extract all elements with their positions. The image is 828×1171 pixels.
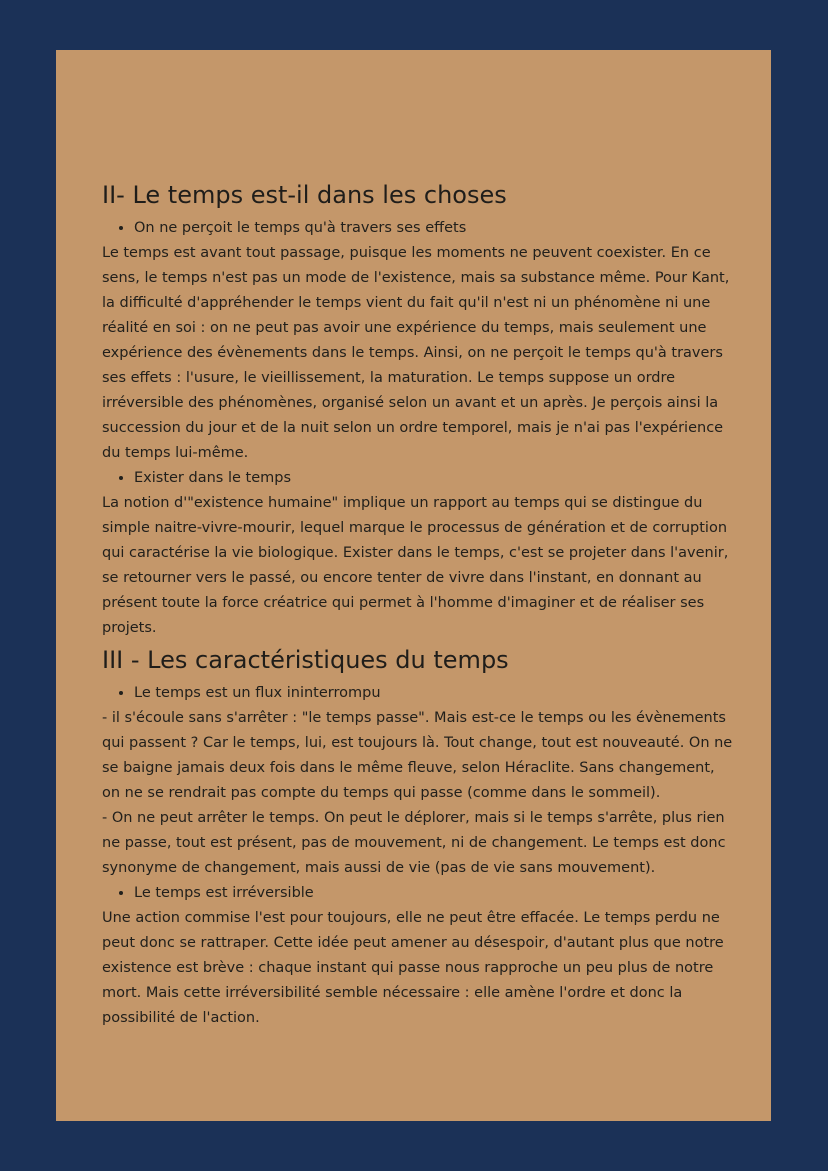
bullet-list xyxy=(102,466,733,491)
bullet-item: • Le temps est un flux ininterrompu xyxy=(134,681,733,706)
section-heading-2: II- Le temps est-il dans les choses xyxy=(102,181,507,209)
bullet-list xyxy=(102,681,733,706)
body-paragraph: Une action commise l'est pour toujours, elle ne peut être effacée. Le temps perdu ne peut donc se rattraper. Cette idée peut amener au désespoir, d'autant plus que notre existence est brève : chaque instant qui passe nous rapproche un peu plus de notre mort. Mais cette irréversibilité semble nécessaire : elle amène l'ordre et donc la possibilité de l'action. xyxy=(102,910,724,1026)
section-heading-3: III - Les caractéristiques du temps xyxy=(102,646,509,674)
body-paragraph: La notion d'"existence humaine" implique un rapport au temps qui se distingue du simple naitre-vivre-mourir, lequel marque le processus de génération et de corruption qui caractérise la vie biologique. Exister dans le temps, c'est se projeter dans l'avenir, se retourner vers le passé, ou encore tenter de vivre dans l'instant, en donnant au présent toute la force créatrice qui permet à l'homme d'imaginer et de réaliser ses projets. xyxy=(102,495,729,636)
document-page xyxy=(56,50,771,1121)
bullet-list xyxy=(102,216,733,241)
body-paragraph: Le temps est avant tout passage, puisque les moments ne peuvent coexister. En ce sens, le temps n'est pas un mode de l'existence, mais sa substance même. Pour Kant, la difficulté d'appréhender le temps vient du fait qu'il n'est ni un phénomène ni une réalité en soi : on ne peut pas avoir une expérience du temps, mais seulement une expérience des évènements dans le temps. Ainsi, on ne perçoit le temps qu'à travers ses effets : l'usure, le vieillissement, la maturation. Le temps suppose un ordre irréversible des phénomènes, organisé selon un avant et un après. Je perçois ainsi la succession du jour et de la nuit selon un ordre temporel, mais je n'ai pas l'expérience du temps lui-même. xyxy=(102,245,730,461)
body-paragraph: - il s'écoule sans s'arrêter : "le temps passe". Mais est-ce le temps ou les évènements qui passent ? Car le temps, lui, est toujours là. Tout change, tout est nouveauté. On ne se baigne jamais deux fois dans le même fleuve, selon Héraclite. Sans changement, on ne se rendrait pas compte du temps qui passe (comme dans le sommeil). xyxy=(102,710,733,801)
bullet-list xyxy=(102,881,733,906)
body-paragraph: - On ne peut arrêter le temps. On peut le déplorer, mais si le temps s'arrête, plus rien ne passe, tout est présent, pas de mouvement, ni de changement. Le temps est donc synonyme de changement, mais aussi de vie (pas de vie sans mouvement). xyxy=(102,810,726,876)
bullet-item: • Le temps est irréversible xyxy=(134,881,733,906)
bullet-item: • On ne perçoit le temps qu'à travers ses effets xyxy=(134,216,733,241)
bullet-item: • Exister dans le temps xyxy=(134,466,733,491)
